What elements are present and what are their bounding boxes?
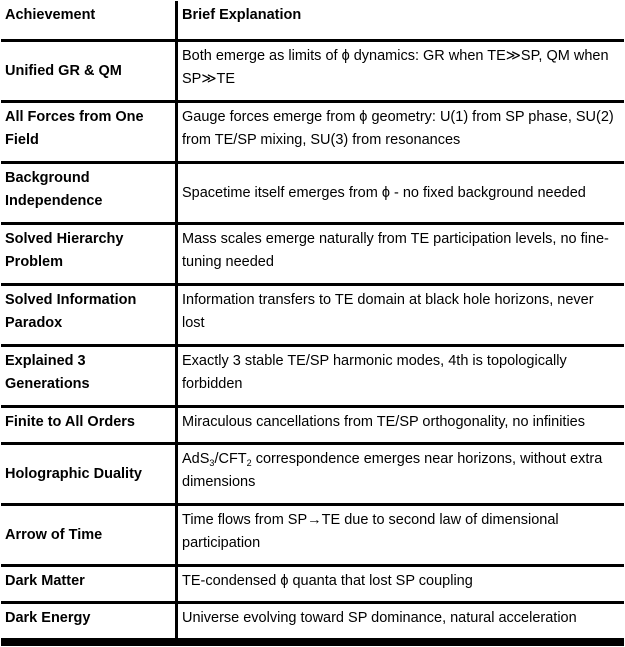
row-dark-energy-explanation: Universe evolving toward SP dominance, natural acceleration (178, 604, 624, 638)
row-arrow-of-time-label: Arrow of Time (1, 506, 175, 564)
row-dark-energy-label: Dark Energy (1, 604, 175, 638)
header-brief-explanation: Brief Explanation (178, 1, 624, 39)
row-hierarchy-problem-explanation: Mass scales emerge naturally from TE participation levels, no fine-tuning needed (178, 225, 624, 283)
row-arrow-of-time-explanation: Time flows from SP→TE due to second law of dimensional participation (178, 506, 624, 564)
row-unified-gr-qm-label: Unified GR & QM (1, 42, 175, 100)
row-all-forces-explanation: Gauge forces emerge from ϕ geometry: U(1) from SP phase, SU(2) from TE/SP mixing, SU(3) from resonances (178, 103, 624, 161)
achievements-table (1, 1, 624, 646)
row-finite-all-orders-label: Finite to All Orders (1, 408, 175, 442)
cft-text: /CFT (214, 451, 247, 467)
row-holographic-duality-explanation (178, 445, 624, 503)
row-three-generations-explanation: Exactly 3 stable TE/SP harmonic modes, 4th is topologically forbidden (178, 347, 624, 405)
row-information-paradox-explanation: Information transfers to TE domain at black hole horizons, never lost (178, 286, 624, 344)
row-dark-matter-explanation: TE-condensed ϕ quanta that lost SP coupling (178, 567, 624, 601)
row-unified-gr-qm-explanation: Both emerge as limits of ϕ dynamics: GR when TE≫SP, QM when SP≫TE (178, 42, 624, 100)
row-background-independence-label: Background Independence (1, 164, 175, 222)
header-achievement: Achievement (1, 1, 175, 39)
ads-subscript: 3 (209, 458, 215, 468)
row-hierarchy-problem-label: Solved Hierarchy Problem (1, 225, 175, 283)
row-finite-all-orders-explanation: Miraculous cancellations from TE/SP orthogonality, no infinities (178, 408, 624, 442)
row-three-generations-label: Explained 3 Generations (1, 347, 175, 405)
row-dark-matter-label: Dark Matter (1, 567, 175, 601)
row-all-forces-label: All Forces from One Field (1, 103, 175, 161)
row-background-independence-explanation: Spacetime itself emerges from ϕ - no fixed background needed (178, 164, 624, 222)
row-holographic-duality-label: Holographic Duality (1, 445, 175, 503)
cft-subscript: 2 (246, 458, 252, 468)
ads-text: AdS (182, 451, 210, 467)
row-information-paradox-label: Solved Information Paradox (1, 286, 175, 344)
holographic-rest-text: correspondence emerges near horizons, without extra dimensions (182, 451, 603, 490)
